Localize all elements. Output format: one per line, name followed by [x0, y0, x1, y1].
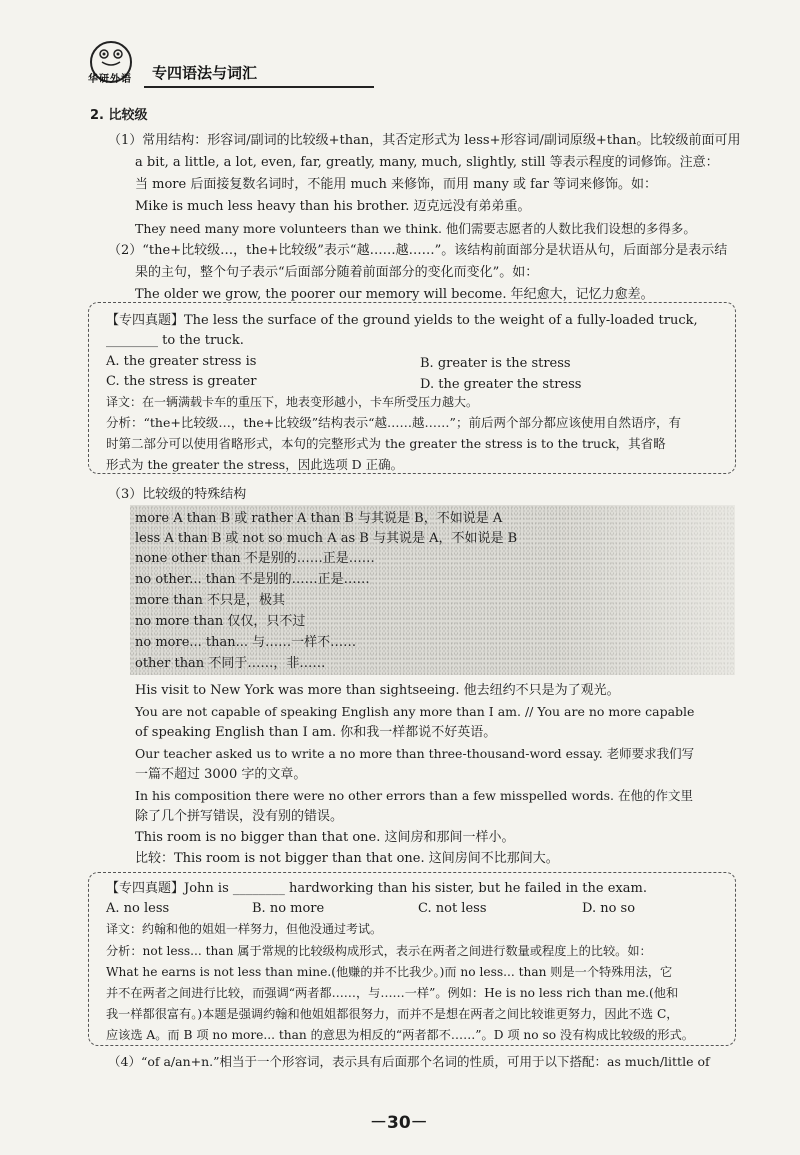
example-sentence: 比较：This room is not bigger than that one. 这间房间不比那间大。: [135, 851, 559, 866]
option-b: B. greater is the stress: [420, 356, 571, 371]
structure-item: none other than 不是别的……正是……: [135, 551, 375, 566]
example-sentence: 除了几个拼写错误，没有别的错误。: [135, 809, 344, 824]
translation: 译文：约翰和他的姐姐一样努力，但他没通过考试。: [106, 922, 383, 936]
section-heading: 2. 比较级: [90, 108, 148, 123]
para2-line: （2）“the+比较级…，the+比较级”表示“越……越……”。该结构前面部分是状语从句，后面部分是表示结: [108, 243, 728, 258]
option-d: D. the greater the stress: [420, 377, 582, 392]
analysis-line: 时第二部分可以使用省略形式，本句的完整形式为 the greater the stress is to the truck，其省略: [106, 436, 666, 451]
analysis-line: 分析：“the+比较级…，the+比较级”结构表示“越……越……”；前后两个部分都应该使用自然语序，有: [106, 415, 681, 430]
para1-line: a bit, a little, a lot, even, far, greatly, many, much, slightly, still 等表示程度的词修饰。注意：: [135, 155, 719, 170]
option-a: A. no less: [106, 901, 170, 916]
option-c: C. not less: [418, 901, 487, 916]
analysis-line: What he earns is not less than mine.(他赚的并不比我少。)而 no less... than 则是一个特殊用法，它: [106, 965, 673, 979]
logo-text: 华研外语: [88, 74, 132, 85]
option-b: B. no more: [252, 901, 325, 916]
example-sentence: In his composition there were no other errors than a few misspelled words. 在他的作文里: [135, 788, 693, 803]
example-sentence: Mike is much less heavy than his brother. 迈克远没有弟弟重。: [135, 199, 531, 214]
para1-line: （1）常用结构：形容词/副词的比较级+than，其否定形式为 less+形容词/副词原级+than。比较级前面可用: [108, 133, 741, 148]
page-header: [78, 40, 738, 90]
page-number: －30－: [370, 1113, 428, 1133]
question-text: 【专四真题】The less the surface of the ground yields to the weight of a fully-loaded truck,: [106, 313, 698, 328]
structure-item: no more than 仅仅，只不过: [135, 614, 306, 629]
header-title: 专四语法与词汇: [152, 64, 258, 82]
example-sentence: The older we grow, the poorer our memory will become. 年纪愈大，记忆力愈差。: [135, 287, 654, 302]
structure-item: more than 不只是，极其: [135, 593, 286, 608]
translation: 译文：在一辆满载卡车的重压下，地表变形越小，卡车所受压力越大。: [106, 395, 479, 409]
analysis-line: 并不在两者之间进行比较，而强调“两者都……，与……一样”。例如：He is no less rich than me.(他和: [106, 986, 679, 1000]
option-d: D. no so: [582, 901, 636, 916]
option-c: C. the stress is greater: [106, 374, 257, 389]
example-sentence: This room is no bigger than that one. 这间房和那间一样小。: [135, 830, 515, 845]
header-rule: [144, 86, 374, 88]
structure-item: no other... than 不是别的……正是……: [135, 572, 370, 587]
structure-item: more A than B 或 rather A than B 与其说是 B，不如说是 A: [135, 511, 503, 526]
para1-line: 当 more 后面接复数名词时，不能用 much 来修饰，而用 many 或 far 等词来修饰。如：: [135, 177, 658, 192]
example-sentence: of speaking English than I am. 你和我一样都说不好英语。: [135, 725, 497, 740]
para4-line: （4）“of a/an+n.”相当于一个形容词，表示具有后面那个名词的性质，可用于以下搭配：as much/little of: [108, 1054, 710, 1069]
shaded-panel-fade: [560, 505, 735, 675]
option-a: A. the greater stress is: [106, 354, 257, 369]
structure-item: other than 不同于……，非……: [135, 656, 326, 671]
structure-item: less A than B 或 not so much A as B 与其说是 A，不如说是 B: [135, 531, 518, 546]
analysis-line: 我一样都很富有。)本题是强调约翰和他姐姐都很努力，而并不是想在两者之间比较谁更努力，因此不选 C，: [106, 1007, 679, 1021]
analysis-line: 形式为 the greater the stress，因此选项 D 正确。: [106, 457, 404, 472]
example-sentence: They need many more volunteers than we think. 他们需要志愿者的人数比我们设想的多得多。: [135, 221, 696, 236]
question-text: ________ to the truck.: [106, 333, 244, 348]
analysis-line: 分析：not less... than 属于常规的比较级构成形式，表示在两者之间进行数量或程度上的比较。如：: [106, 944, 652, 958]
analysis-line: 应该选 A。而 B 项 no more... than 的意思为相反的“两者都不……”。D 项 no so 没有构成比较级的形式。: [106, 1028, 694, 1042]
example-sentence: His visit to New York was more than sightseeing. 他去纽约不只是为了观光。: [135, 683, 620, 698]
example-sentence: 一篇不超过 3000 字的文章。: [135, 767, 307, 782]
question-text: 【专四真题】John is ________ hardworking than his sister, but he failed in the exam.: [106, 881, 647, 896]
example-sentence: Our teacher asked us to write a no more than three-thousand-word essay. 老师要求我们写: [135, 746, 695, 761]
subsection-title: （3）比较级的特殊结构: [108, 487, 247, 502]
structure-item: no more... than... 与……一样不……: [135, 635, 357, 650]
example-sentence: You are not capable of speaking English any more than I am. // You are no more capable: [135, 704, 695, 719]
para2-line: 果的主句，整个句子表示“后面部分随着前面部分的变化而变化”。如：: [135, 265, 539, 280]
